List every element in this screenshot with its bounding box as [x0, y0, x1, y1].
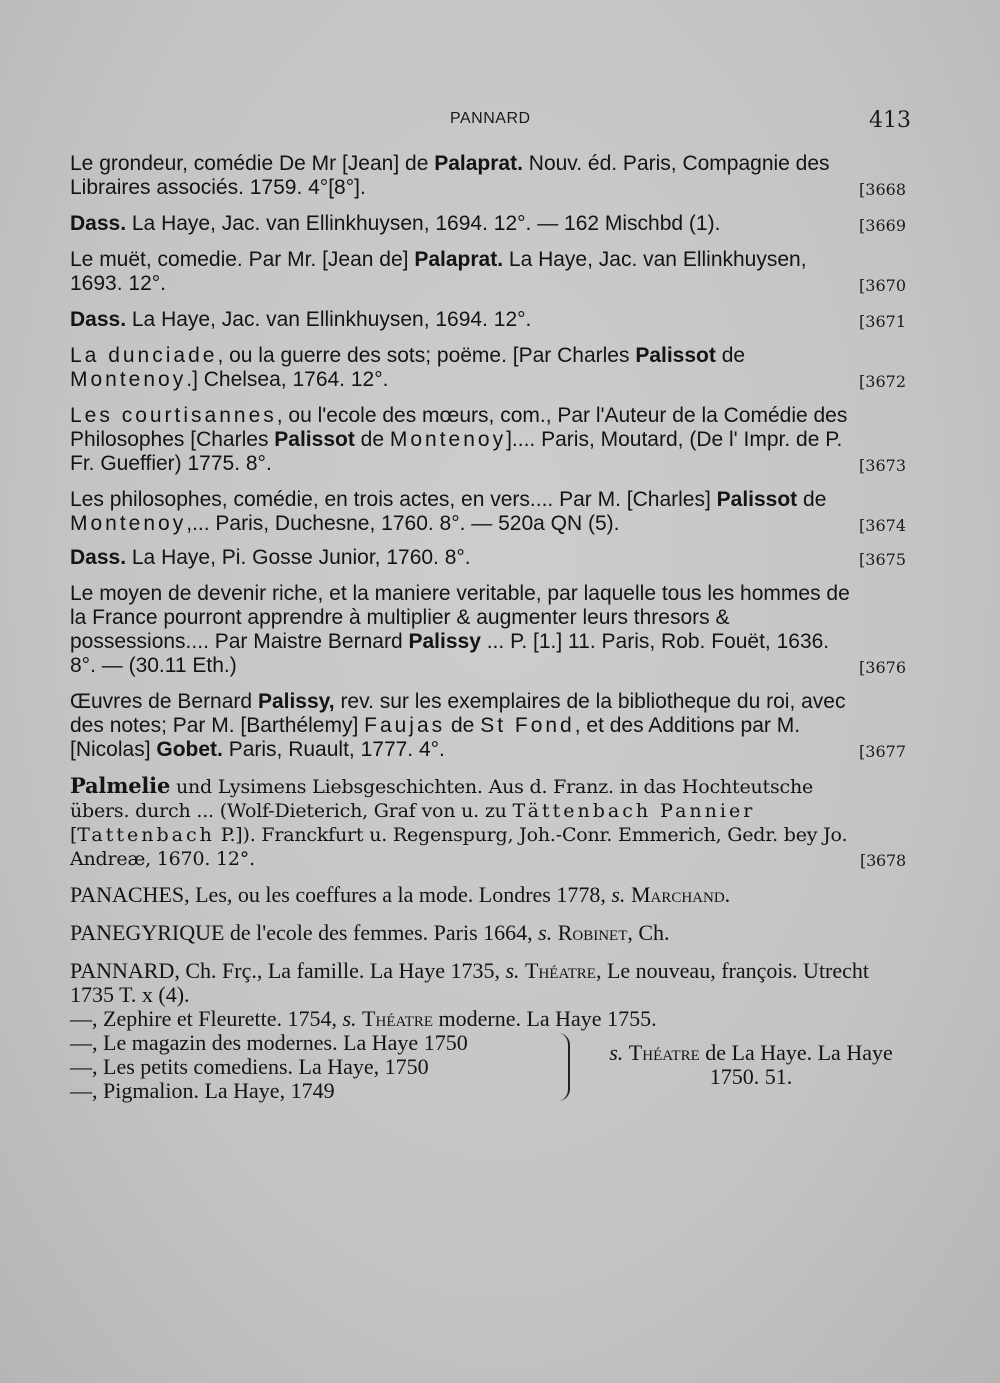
dass-label: Dass.: [70, 308, 127, 331]
text-segment: Le muët, comedie. Par Mr. [Jean de]: [70, 248, 415, 271]
xref-tail: , Ch.: [627, 920, 670, 945]
grouped-titles-list: [70, 1031, 550, 1103]
text-segment: Le grondeur, comédie De Mr [Jean] de: [70, 152, 435, 175]
entry-3669: [70, 212, 910, 236]
text-segment: de: [715, 344, 746, 367]
entry-3678: [70, 774, 910, 871]
xref-target: Marchand.: [630, 882, 731, 907]
name-spaced: Montenoy: [389, 428, 507, 451]
entry-text: [70, 582, 910, 678]
brace-mark: [558, 1033, 570, 1101]
bibliography-body: [70, 152, 910, 1105]
dass-label: Dass.: [70, 212, 127, 235]
xref-target: Théatre: [362, 1006, 433, 1031]
entry-3675: [70, 546, 910, 570]
author-name: Palissy,: [257, 690, 335, 713]
see-marker: s.: [609, 1040, 624, 1065]
see-marker: s.: [342, 1006, 357, 1031]
name-spaced: Tättenbach Pannier: [512, 800, 756, 822]
pannard-grouped-titles: [70, 1031, 910, 1105]
entry-number: [3675: [859, 550, 906, 569]
text-segment: ,... Paris, Duchesne, 1760. 8°. — 520a QN (5).: [186, 512, 620, 535]
xref-tail: , Le nouveau, françois. Utrecht 1735 T. x (4).: [70, 958, 870, 1007]
title-spaced: La dunciade: [70, 344, 218, 367]
text-segment: P.]). Franckfurt u. Regenspurg, Joh.-Conr. Emmerich, Gedr. bey Jo. Andreæ, 1670. 12°.: [70, 824, 848, 870]
author-name: Palissot: [716, 488, 798, 511]
xref-tail: moderne. La Haye 1755.: [432, 1006, 657, 1031]
text-segment: Nouv. éd. Paris, Compagnie des Libraires associés. 1759. 4°[8°].: [70, 152, 830, 199]
pannard-line-zephire: [70, 1007, 910, 1031]
pannard-line-famille: [70, 959, 910, 1007]
text-segment: , ou l'ecole des mœurs, com., Par l'Auteur de la Comédie des Philosophes [Charles: [70, 404, 848, 451]
text-segment: de: [797, 488, 827, 511]
entry-text: [70, 690, 910, 762]
entry-text: [70, 248, 910, 296]
text-segment: und Lysimens Liebsgeschichten. Aus d. Franz. in das Hochteutsche übers. durch ... (Wolf-Dieterich, Graf von u. zu: [70, 776, 814, 822]
text-segment: de: [354, 428, 390, 451]
entry-3674: [70, 488, 910, 536]
xref-tail: de La Haye. La Haye 1750. 51.: [699, 1040, 893, 1089]
see-marker: s.: [538, 920, 553, 945]
cross-ref-panaches: [70, 883, 910, 907]
text-segment: ].... Paris, Moutard, (De l' Impr. de P. Fr. Gueffier) 1775. 8°.: [70, 428, 843, 475]
name-spaced: St Fond: [480, 714, 575, 737]
entry-3671: [70, 308, 910, 332]
name-spaced: Tattenbach: [77, 824, 215, 846]
pannard-block: [70, 959, 910, 1105]
entry-3677: [70, 690, 910, 762]
dass-label: Dass.: [70, 546, 127, 569]
text-segment: , et des Additions par M. [Nicolas]: [70, 714, 801, 761]
entry-text: [70, 212, 910, 236]
grouped-title: —, Le magazin des modernes. La Haye 1750: [70, 1030, 468, 1055]
see-marker: s.: [505, 958, 520, 983]
entry-text: [70, 404, 910, 476]
text-segment: La Haye, Jac. van Ellinkhuysen, 1693. 12°.: [70, 248, 807, 295]
entry-number: [3669: [859, 216, 906, 235]
author-name: Palaprat.: [414, 248, 504, 271]
xref-head: PANNARD, Ch. Frç., La famille. La Haye 1735,: [70, 958, 506, 983]
entry-text: [70, 344, 910, 392]
entry-text: [70, 152, 910, 200]
name-spaced: Faujas: [364, 714, 446, 737]
author-name: Palissot: [635, 344, 716, 367]
xref-target: Théatre: [525, 958, 596, 983]
author-name: Palissot: [274, 428, 355, 451]
xref-head: PANACHES, Les, ou les coeffures a la mode. Londres 1778,: [70, 882, 612, 907]
text-segment: La Haye, Pi. Gosse Junior, 1760. 8°.: [126, 546, 471, 569]
name-spaced: Montenoy: [70, 368, 187, 391]
text-segment: La Haye, Jac. van Ellinkhuysen, 1694. 12°. — 162 Mischbd (1).: [126, 212, 721, 235]
text-segment: [: [70, 824, 78, 846]
text-segment: Œuvres de Bernard: [70, 690, 258, 713]
entry-3670: [70, 248, 910, 296]
entry-number: [3673: [859, 456, 906, 475]
entry-number: [3668: [859, 180, 906, 199]
entry-3668: [70, 152, 910, 200]
entry-text: [70, 774, 910, 871]
entry-3672: [70, 344, 910, 392]
grouped-reference: [586, 1041, 916, 1089]
grouped-title: —, Pigmalion. La Haye, 1749: [70, 1078, 335, 1103]
grouped-title: —, Les petits comediens. La Haye, 1750: [70, 1054, 429, 1079]
entry-3676: [70, 582, 910, 678]
author-name: Gobet.: [156, 738, 223, 761]
page-header: [0, 108, 1000, 134]
title-spaced: Les courtisannes: [70, 404, 277, 427]
text-segment: de: [445, 714, 481, 737]
page-number: 413: [869, 108, 911, 133]
cross-ref-panegyrique: [70, 921, 910, 945]
name-spaced: Montenoy: [70, 512, 187, 535]
entry-text: [70, 546, 910, 570]
xref-target: Robinet: [557, 920, 628, 945]
entry-number: [3674: [859, 516, 906, 535]
text-segment: Paris, Ruault, 1777. 4°.: [222, 738, 445, 761]
xref-head: —, Zephire et Fleurette. 1754,: [70, 1006, 343, 1031]
entry-3673: [70, 404, 910, 476]
entry-number: [3672: [859, 372, 906, 391]
text-segment: La Haye, Jac. van Ellinkhuysen, 1694. 12°.: [126, 308, 532, 331]
text-segment: Les philosophes, comédie, en trois actes, en vers.... Par M. [Charles]: [70, 488, 717, 511]
author-name: Palaprat.: [434, 152, 523, 175]
entry-number: [3678: [860, 851, 906, 870]
entry-number: [3676: [859, 658, 906, 677]
entry-number: [3677: [859, 742, 906, 761]
entry-text: [70, 308, 910, 332]
xref-head: PANEGYRIQUE de l'ecole des femmes. Paris 1664,: [70, 920, 539, 945]
text-segment: , ou la guerre des sots; poëme. [Par Charles: [217, 344, 636, 367]
text-segment: .] Chelsea, 1764. 12°.: [186, 368, 389, 391]
text-segment: Le moyen de devenir riche, et la maniere veritable, par laquelle tous les hommes de la France pourront apprendre à multiplier & augmenter leurs thresors & possessions.... Par Maistre Bernard: [70, 582, 850, 653]
xref-target: Théatre: [628, 1040, 700, 1065]
text-segment: rev. sur les exemplaires de la bibliotheque du roi, avec des notes; Par M. [Barthélemy]: [70, 690, 846, 737]
entry-text: [70, 488, 910, 536]
running-head: PANNARD: [450, 110, 531, 127]
see-marker: s.: [611, 882, 626, 907]
author-name: Palissy: [408, 630, 481, 653]
entry-number: [3671: [859, 312, 906, 331]
title-blackletter: Palmelie: [70, 773, 171, 798]
text-segment: ... P. [1.] 11. Paris, Rob. Fouët, 1636. 8°. — (30.11 Eth.): [70, 630, 830, 677]
entry-number: [3670: [859, 276, 906, 295]
